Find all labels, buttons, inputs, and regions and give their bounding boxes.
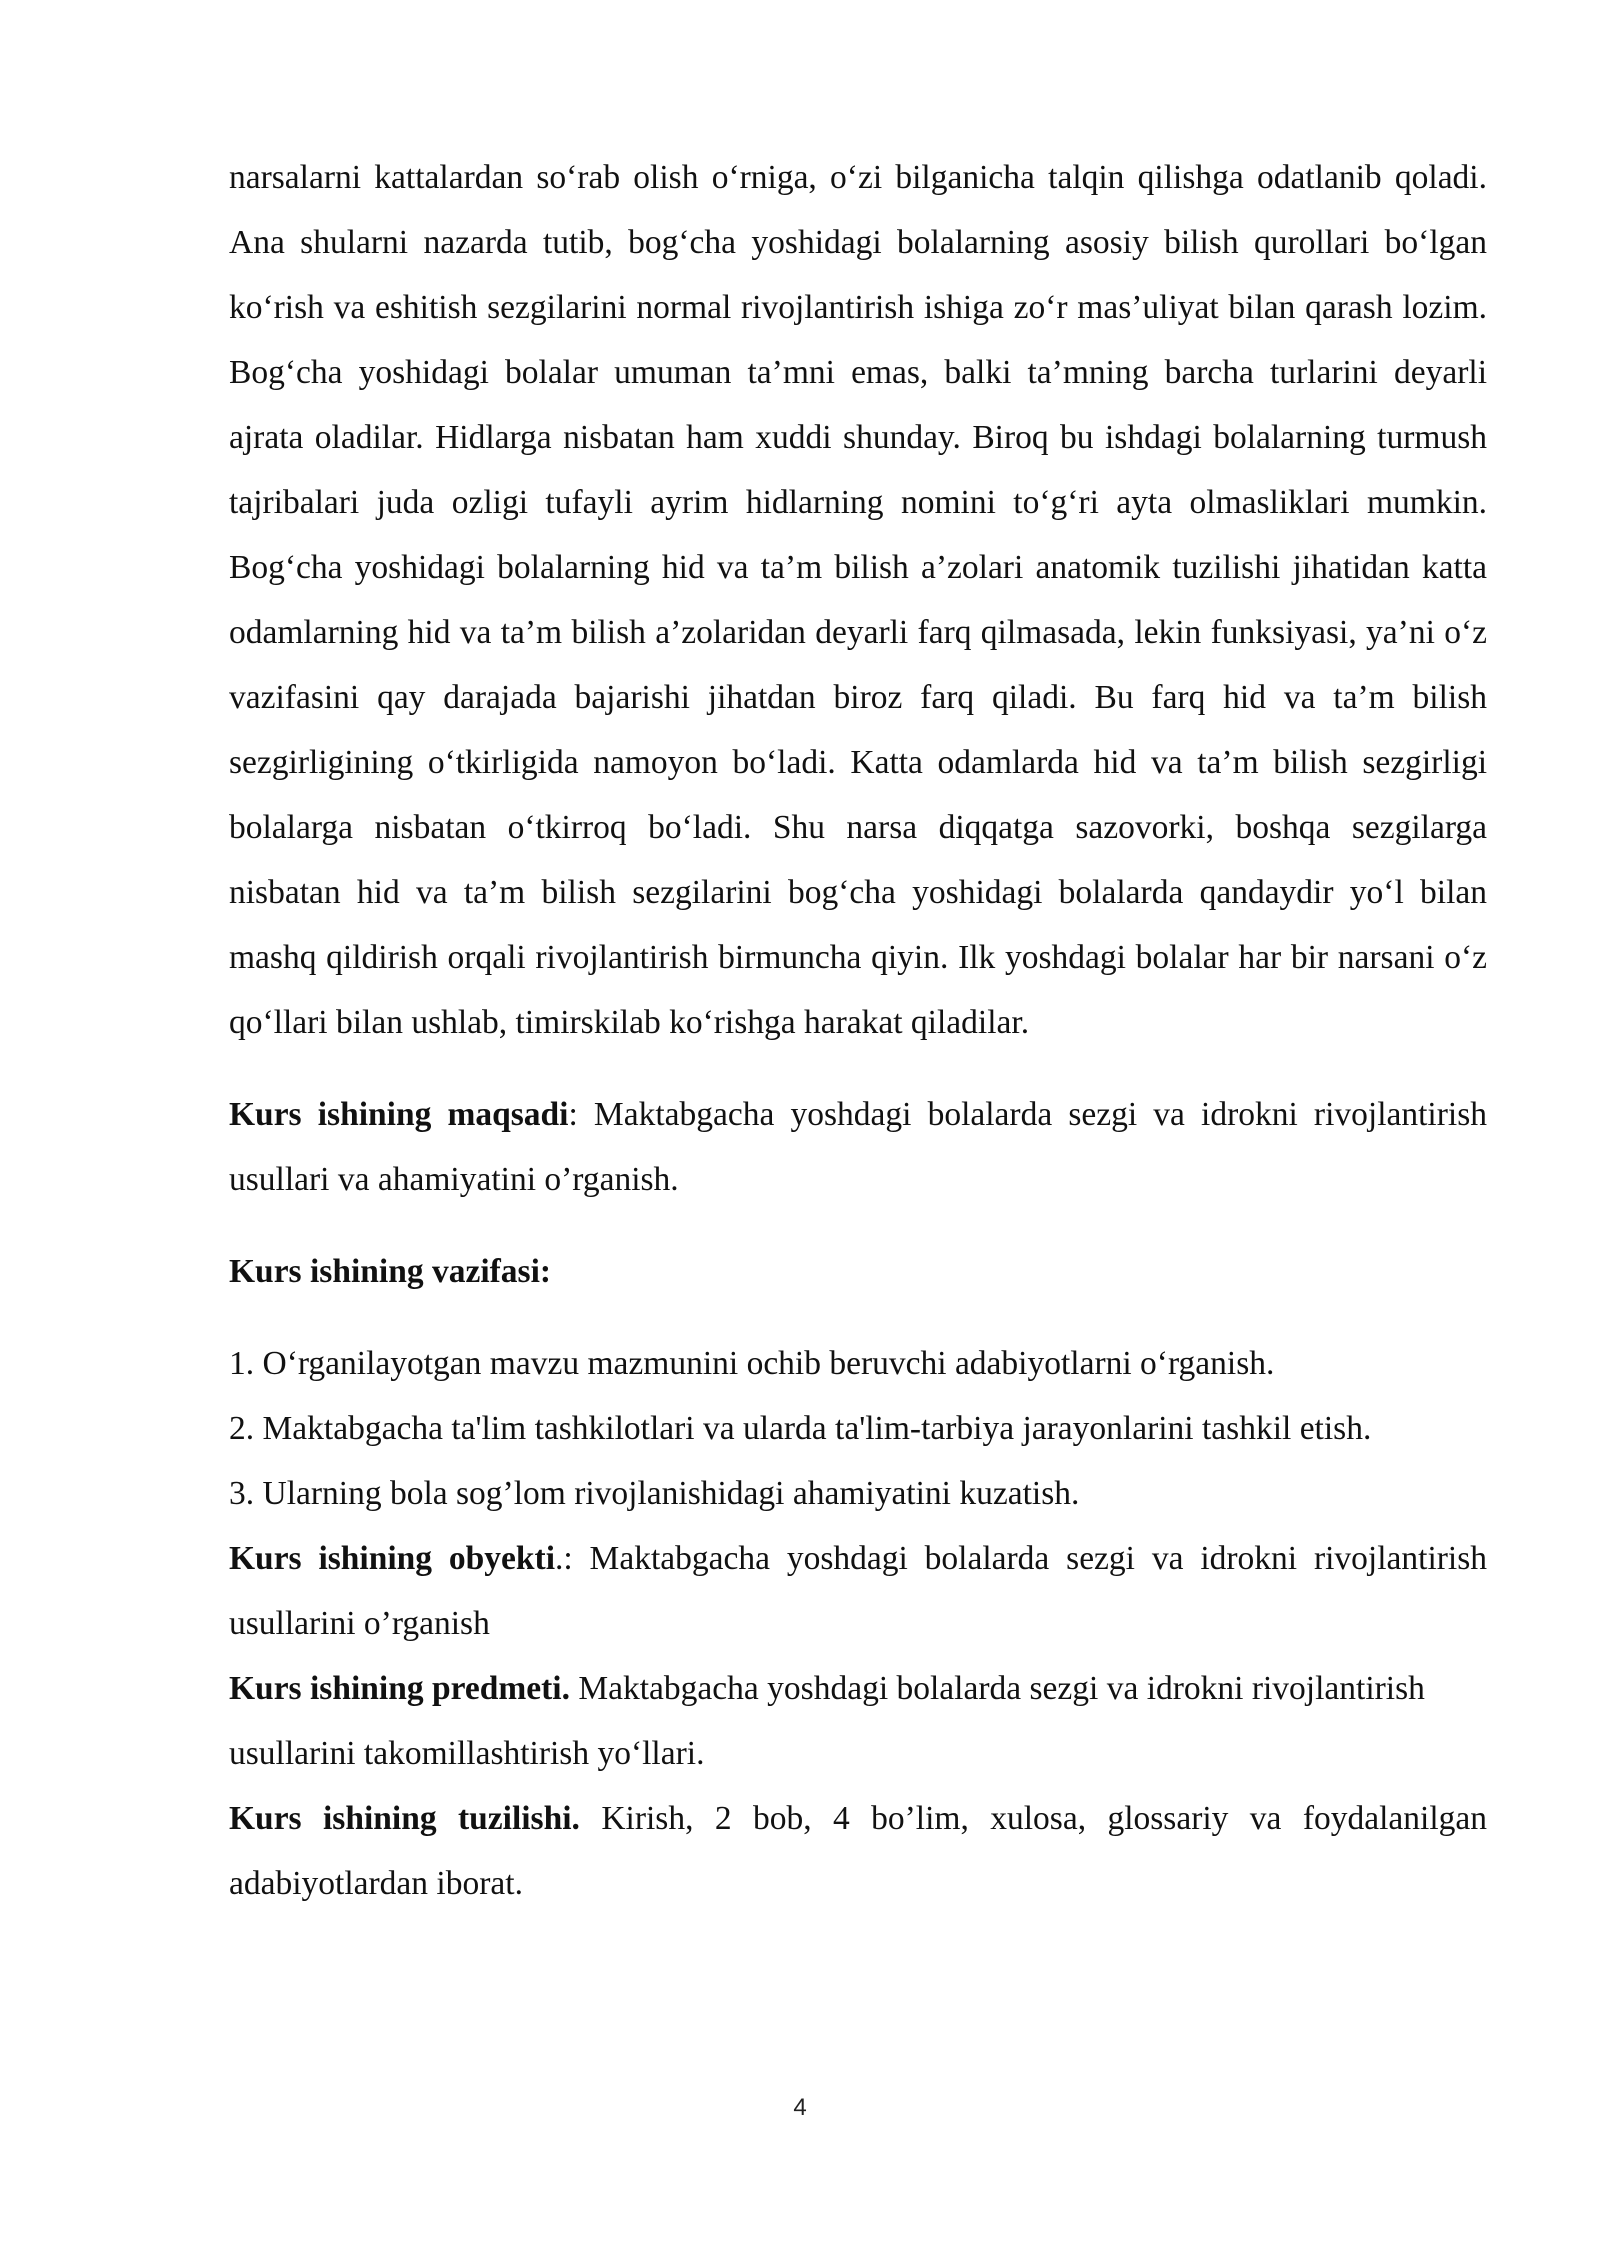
goal-separator: : — [568, 1096, 578, 1133]
document-page — [229, 145, 1487, 1916]
task-item: 3. Ularning bola sog’lom rivojlanishidagi ahamiyatini kuzatish. — [229, 1475, 1080, 1512]
goal-text: Maktabgacha yoshdagi bolalarda sezgi va idrokni rivojlantirish usullari va ahamiyatini o’rganish. — [229, 1096, 1487, 1198]
page-number: 4 — [793, 2094, 807, 2121]
subject-paragraph — [229, 1656, 1487, 1786]
subject-text: Maktabgacha yoshdagi bolalarda sezgi va idrokni rivojlantirish usullarini takomillashtirish yo‘llari. — [229, 1670, 1425, 1772]
tasks-heading-text: Kurs ishining vazifasi: — [229, 1253, 552, 1290]
goal-label: Kurs ishining maqsadi — [229, 1096, 569, 1133]
structure-paragraph — [229, 1786, 1487, 1916]
task-item: 2. Maktabgacha ta'lim tashkilotlari va ularda ta'lim-tarbiya jarayonlarini tashkil etish. — [229, 1410, 1372, 1447]
intro-paragraph: narsalarni kattalardan so‘rab olish o‘rniga, o‘zi bilganicha talqin qilishga odatlanib qoladi. Ana shularni nazarda tutib, bog‘cha yoshidagi bolalarning asosiy bilish qurollari bo‘lgan ko‘rish va eshitish sezgilarini normal rivojlantirish ishiga zo‘r mas’uliyat bilan qarash lozim. Bog‘cha yoshidagi bolalar umuman ta’mni emas, balki ta’mning barcha turlarini deyarli ajrata oladilar. Hidlarga nisbatan ham xuddi shunday. Biroq bu ishdagi bolalarning turmush tajribalari juda ozligi tufayli ayrim hidlarning nomini to‘g‘ri ayta olmasliklari mumkin. Bog‘cha yoshidagi bolalarning hid va ta’m bilish a’zolari anatomik tuzilishi jihatidan katta odamlarning hid va ta’m bilish a’zolaridan deyarli farq qilmasada, lekin funksiyasi, ya’ni o‘z vazifasini qay darajada bajarishi jihatdan biroz farq qiladi. Bu farq hid va ta’m bilish sezgirligining o‘tkirligida namoyon bo‘ladi. Katta odamlarda hid va ta’m bilish sezgirligi bolalarga nisbatan o‘tkirroq bo‘ladi. Shu narsa diqqatga sazovorki, boshqa sezgilarga nisbatan hid va ta’m bilish sezgilarini bog‘cha yoshidagi bolalarda qandaydir yo‘l bilan mashq qildirish orqali rivojlantirish birmuncha qiyin. Ilk yoshdagi bolalar har bir narsani o‘z qo‘llari bilan ushlab, timirskilab ko‘rishga harakat qiladilar. — [229, 159, 1487, 1041]
structure-label: Kurs ishining tuzilishi. — [229, 1800, 580, 1837]
subject-label: Kurs ishining predmeti. — [229, 1670, 570, 1707]
tasks-heading — [229, 1239, 1487, 1304]
task-item: 1. O‘rganilayotgan mavzu mazmunini ochib beruvchi adabiyotlarni o‘rganish. — [229, 1345, 1275, 1382]
object-text: Maktabgacha yoshdagi bolalarda sezgi va idrokni rivojlantirish usullarini o’rganish — [229, 1540, 1488, 1642]
object-paragraph — [229, 1526, 1487, 1656]
object-label: Kurs ishining obyekti — [229, 1540, 556, 1577]
object-separator: .: — [555, 1540, 573, 1577]
structure-text: Kirish, 2 bob, 4 bo’lim, xulosa, glossariy va foydalanilgan adabiyotlardan iborat. — [229, 1800, 1488, 1902]
goal-paragraph — [229, 1082, 1487, 1212]
